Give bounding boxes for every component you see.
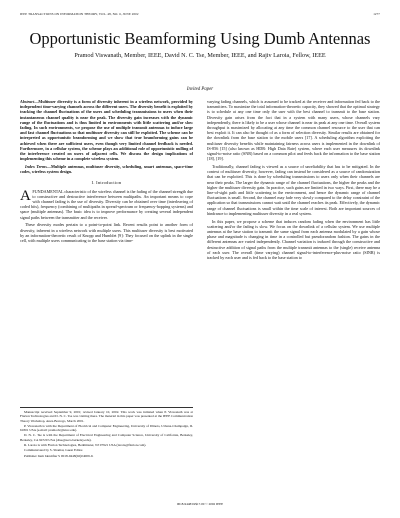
body-paragraph-3: In this paper, we propose a scheme that induces random fading when the environment has little scattering and/or the fading is slow. We focus on the downlink of a cellular system. We use multiple antennas at the base station to transmit the same signal from each antenna modulated by a gain whose phase and magnitude is changing in time in a controlled but pseudorandom fashion. The gains in the different antennas are varied independently. Channel variation is induced through the constructive and destructive addition of signal paths from the multiple transmit antennas to the (single) receive antenna of each user. The overall (time varying) channel signal-to-interference-plus-noise ratio (SINR) is tracked by each user and is fed back to the base station to	[207, 218, 380, 261]
footnote-author-1: P. Viswanath is with the Department of Electrical and Computer Engineering, University of Illinois, Urbana-Champaign, IL 61801 USA (e-mail: pramodv@uiuc.edu).	[20, 423, 193, 433]
index-terms	[20, 164, 193, 174]
section-heading: I. Introduction	[91, 180, 122, 186]
intro-paragraph-2: These diversity modes pertain to a point-to-point link. Recent results point to another form of diversity, inherent in a wireless network with multiple users. This multiuser diversity is best motivated by an information-theoretic result of Knopp and Humblet [9]: They focused on the uplink in the single cell, with multiple users communicating to the base station via time-	[20, 222, 193, 244]
footnote-identifier: Publisher Item Identifier S 0018-9448(02)04009-9.	[24, 453, 94, 458]
page-number: 1277	[373, 12, 380, 16]
author-list: Pramod Viswanath, Member, IEEE, David N. C. Tse, Member, IEEE, and Rajiv Laroia, Fellow, IEEE	[74, 52, 326, 59]
drop-cap: A	[20, 187, 31, 204]
journal-name: IEEE TRANSACTIONS ON INFORMATION THEORY, VOL. 48, NO. 6, JUNE 2002	[20, 12, 139, 16]
paper-title: Opportunistic Beamforming Using Dumb Antennas	[29, 29, 371, 48]
footnote	[20, 407, 193, 459]
footnote-manuscript: Manuscript received September 9, 2001; revised January 10, 2002. This work was initiated when P. Viswanath was at Flarion Technologies and D. N. C. Tse was visiting there. The material in this paper was presented at the IEEE Communication Theory Workshop, Anza-Borrego, March 2001.	[20, 410, 193, 423]
right-column	[207, 99, 380, 499]
copyright-footer: 0018-9448/02$17.00 © 2002 IEEE	[176, 502, 224, 506]
index-terms-lead: Index Terms—	[25, 164, 51, 170]
intro-paragraph-1-text: FUNDAMENTAL characteristic of the wireless channel is the fading of the channel strength due to constructive and destructive interference between multipaths. An important means to cope with channel fading is the use of diversity. Diversity can be obtained over time (interleaving of coded bits), frequency (combining of multipaths in spread-spectrum or frequency-hopping systems) and space (multiple antennas). The basic idea is to improve performance by creating several independent signal paths between the transmitter and the receiver.	[20, 188, 193, 220]
intro-paragraph-1	[20, 189, 193, 220]
footnote-author-2: D. N. C. Tse is with the Department of Electrical Engineering and Computer Science, University of California, Berkeley, Berkeley, CA 94720 USA (dtse@eecs.berkeley.edu).	[20, 433, 193, 442]
body-paragraph-2: Traditionally, channel fading is viewed as a source of unreliability that has to be mitigated. In the context of multiuser diversity, however, fading can instead be considered as a source of randomization that can be exploited. This is done by scheduling transmissions to users only when their channels are near their peaks. The larger the dynamic range of the channel fluctuations, the higher the peaks and the higher the multiuser diversity gain. In practice, such gains are limited in two ways. First, there may be a line-of-sight path and little scattering in the environment, and hence the dynamic range of channel fluctuations is small. Second, the channel may fade very slowly compared to the delay constraint of the application so that transmissions cannot wait until the channel reaches its peak. Effectively, the dynamic range of channel fluctuations is small within the time scale of interest. Both are important sources of hindrance to implementing multiuser diversity in a real system.	[207, 164, 380, 216]
paper-type-label: Invited Paper	[186, 87, 214, 92]
running-header	[20, 12, 380, 16]
footnote-editor: Communicated by S. Shamai, Guest Editor.	[24, 448, 84, 453]
abstract-text: Multiuser diversity is a form of diversity inherent in a wireless network, provided by independent time-varying channels across the different users. The diversity benefit is exploited by tracking the channel fluctuations of the users and scheduling transmissions to users when their instantaneous channel quality is near the peak. The diversity gain increases with the dynamic range of the fluctuations and is thus limited in environments with little scattering and/or slow fading. In such environments, we propose the use of multiple transmit antennas to induce large and fast channel fluctuations so that multiuser diversity can still be exploited. The scheme can be interpreted as opportunistic beamforming and we show that true beamforming gains can be achieved when there are sufficient users, even though very limited channel feedback is needed. Furthermore, in a cellular system, the scheme plays an additional role of opportunistic nulling of the interference created on users of adjacent cells. We discuss the design implications of implementing this scheme in a complete wireless system.	[20, 99, 193, 162]
abstract	[20, 99, 193, 161]
body-paragraph-1: varying fading channels, which is assumed to be tracked at the receiver and information fed back to the transmitters. To maximize the total information-theoretic capacity, they showed that the optimal strategy is to schedule at any one time only the user with the best channel to transmit to the base station. Diversity gain arises from the fact that in a system with many users, whose channels vary independently, there is likely to be a user whose channel is near its peak at any one time. Overall system throughput is maximized by allocating at any time the common channel resource to the user that can best exploit it. It can also be thought of as a form of selection diversity. Similar results are obtained for the downlink from the base station to the mobile users [17]. A scheduling algorithm exploiting the multiuser diversity benefits while maintaining fairness across users is implemented in the downlink of IS-856 [15] (also known as HDR: High Data Rate) system, where each user measures its downlink signal-to-noise ratio (SNR) based on a common pilot and feeds back the information to the base station [18], [19].	[207, 99, 380, 162]
footnote-author-3: R. Laroia is with Flarion Technologies, Bedminster, NJ 07921 USA (laroia@flarion.com).	[24, 443, 147, 448]
abstract-lead: Abstract—	[20, 99, 39, 104]
index-terms-text: Multiple antennas, multiuser diversity, scheduling, smart antennas, space-time codes, wireless system design.	[20, 164, 193, 175]
